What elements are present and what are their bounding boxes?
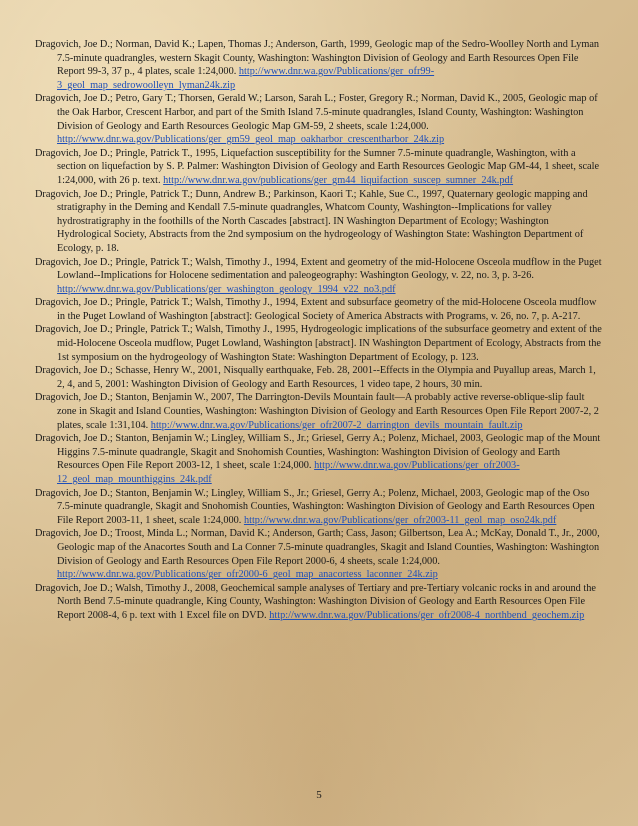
page-number: 5 xyxy=(316,789,322,801)
reference-entry: Dragovich, Joe D.; Walsh, Timothy J., 2008, Geochemical sample analyses of Tertiary and pre-Tertiary volcanic rocks in and around the North Bend 7.5-minute quadrangle, King County, Washington: Washington Division of Geology and Earth Resources Open File Report 2008-4, 6 p. text with 1 Excel file on DVD. http://www.dnr.wa.gov/Publications/ger_ofr2008-4_northbend_geochem.zip xyxy=(35,582,596,621)
reference-entry: Dragovich, Joe D.; Pringle, Patrick T., 1995, Liquefaction susceptibility for the Sumner 7.5-minute quadrangle, Washington, with a section on liquefaction by S. P. Palmer: Washington Division of Geology and Earth Resources Geologic Map GM-44, 1 sheet, scale 1:24,000, with 26 p. text. http://www.dnr.wa.gov/publications/ger_gm44_liquifaction_suscep_sumner_24k.pdf xyxy=(35,147,600,186)
reference-entry: Dragovich, Joe D.; Stanton, Benjamin W.; Lingley, William S., Jr.; Griesel, Gerry A.; Polenz, Michael, 2003, Geologic map of the Mount Higgins 7.5-minute quadrangle, Skagit and Snohomish Counties, Washington: Washington Division of Geology and Earth Resources Open File Report 2003-12, 1 sheet, scale 1:24,000. http://www.dnr.wa.gov/Publications/ger_ofr2003-12_geol_map_mounthiggins_24k.pdf xyxy=(35,433,601,485)
reference-entry: Dragovich, Joe D.; Stanton, Benjamin W.; Lingley, William S., Jr.; Griesel, Gerry A.; Polenz, Michael, 2003, Geologic map of the Oso 7.5-minute quadrangle, Skagit and Snohomish Counties, Washington: Washington Division of Geology and Earth Resources Open File Report 2003-11, 1 sheet, scale 1:24,000. http://www.dnr.wa.gov/Publications/ger_ofr2003-11_geol_map_oso24k.pdf xyxy=(35,487,595,526)
reference-entry: Dragovich, Joe D.; Norman, David K.; Lapen, Thomas J.; Anderson, Garth, 1999, Geologic map of the Sedro-Woolley North and Lyman 7.5-minute quadrangles, western Skagit County, Washington: Washington Division of Geology and Earth Resources Open File Report 99-3, 37 p., 4 plates, scale 1:24,000. http://www.dnr.wa.gov/Publications/ger_ofr99-3_geol_map_sedrowoolleyn_lyman24k.zip xyxy=(35,39,600,91)
reference-entry: Dragovich, Joe D.; Pringle, Patrick T.; Dunn, Andrew B.; Parkinson, Kaori T.; Kahle, Sue C., 1997, Quaternary geologic mapping and stratigraphy in the Deming and Kendall 7.5-minute quadrangles, Whatcom County, Washington--Implications for valley hydrostratigraphy in the foothills of the North Cascades [abstract]. IN Washington Department of Ecology; Washington Hydrological Society, Abstracts from the 2nd symposium on the hydrogeology of Washington State: Washington Department of Ecology, p. 18. xyxy=(35,188,588,254)
reference-link[interactable]: http://www.dnr.wa.gov/Publications/ger_washington_geology_1994_v22_no3.pdf xyxy=(57,283,396,295)
reference-entry: Dragovich, Joe D.; Stanton, Benjamin W., 2007, The Darrington-Devils Mountain fault—A probably active reverse-oblique-slip fault zone in Skagit and Island Counties, Washington: Washington Division of Geology and Earth Resources Open File Report 2007-2, 2 plates, scale 1:31,104. http://www.dnr.wa.gov/Publications/ger_ofr2007-2_darrington_devils_mountain_fault.zip xyxy=(35,392,599,431)
reference-link[interactable]: http://www.dnr.wa.gov/Publications/ger_ofr2000-6_geol_map_anacortess_laconner_24k.zip xyxy=(57,569,438,581)
reference-link[interactable]: http://www.dnr.wa.gov/Publications/ger_ofr2003-11_geol_map_oso24k.pdf xyxy=(243,514,557,526)
reference-list xyxy=(35,38,603,623)
reference-entry: Dragovich, Joe D.; Schasse, Henry W., 2001, Nisqually earthquake, Feb. 28, 2001--Effects in the Olympia and Puyallup areas, March 1, 2, 4, and 5, 2001: Washington Division of Geology and Earth Resources, 1 video tape, 2 hours, 30 min. xyxy=(35,365,596,390)
reference-entry: Dragovich, Joe D.; Pringle, Patrick T.; Walsh, Timothy J., 1994, Extent and subsurface geometry of the mid-Holocene Osceola mudflow in the Puget Lowland of Washington [abstract]: Geological Society of America Abstracts with Programs, v. 26, no. 7, p. A-217. xyxy=(35,297,597,322)
reference-link[interactable]: http://www.dnr.wa.gov/Publications/ger_gm59_geol_map_oakharbor_crescentharbor_24k.zip xyxy=(57,134,445,146)
reference-entry: Dragovich, Joe D.; Troost, Minda L.; Norman, David K.; Anderson, Garth; Cass, Jason; Gilbertson, Lea A.; McKay, Donald T., Jr., 2000, Geologic map of the Anacortes South and La Conner 7.5-minute quadrangles, Skagit and Island Counties, Washington: Washington Division of Geology and Earth Resources Open File Report 2000-6, 4 sheets, scale 1:24,000. http://www.dnr.wa.gov/Publications/ger_ofr2000-6_geol_map_anacortess_laconner_24k.zip xyxy=(35,528,600,581)
reference-entry: Dragovich, Joe D.; Pringle, Patrick T.; Walsh, Timothy J., 1995, Hydrogeologic implications of the subsurface geometry and extent of the mid-Holocene Osceola mudflow, Puget Lowland, Washington [abstract]. IN Washington Department of Ecology, Abstracts from the 1st symposium on the hydrogeology of Washington State: Washington Department of Ecology, p. 123. xyxy=(35,324,602,363)
reference-link[interactable]: http://www.dnr.wa.gov/Publications/ger_ofr2008-4_northbend_geochem.zip xyxy=(269,609,585,621)
reference-link[interactable]: http://www.dnr.wa.gov/Publications/ger_ofr2007-2_darrington_devils_mountain_fault.zip xyxy=(150,419,523,431)
reference-link[interactable]: http://www.dnr.wa.gov/Publications/ger_ofr99-3_geol_map_sedrowoolleyn_lyman24k.zip xyxy=(57,66,435,91)
reference-link[interactable]: http://www.dnr.wa.gov/publications/ger_gm44_liquifaction_suscep_sumner_24k.pdf xyxy=(163,174,514,186)
reference-entry: Dragovich, Joe D.; Pringle, Patrick T.; Walsh, Timothy J., 1994, Extent and geometry of the mid-Holocene Osceola mudflow in the Puget Lowland--Implications for Holocene sedimentation and paleogeography: Washington Geology, v. 22, no. 3, p. 3-26. http://www.dnr.wa.gov/Publications/ger_washington_geology_1994_v22_no3.pdf xyxy=(35,256,602,295)
reference-entry: Dragovich, Joe D.; Petro, Gary T.; Thorsen, Gerald W.; Larson, Sarah L.; Foster, Gregory R.; Norman, David K., 2005, Geologic map of the Oak Harbor, Crescent Harbor, and part of the Smith Island 7.5-minute quadrangles, Island County, Washington: Washington Division of Geology and Earth Resources Geologic Map GM-59, 2 sheets, scale 1:24,000. http://www.dnr.wa.gov/Publications/ger_gm59_geol_map_oakharbor_crescentharbor_24k.zip xyxy=(35,93,598,146)
reference-link[interactable]: http://www.dnr.wa.gov/Publications/ger_ofr2003-12_geol_map_mounthiggins_24k.pdf xyxy=(57,460,520,485)
